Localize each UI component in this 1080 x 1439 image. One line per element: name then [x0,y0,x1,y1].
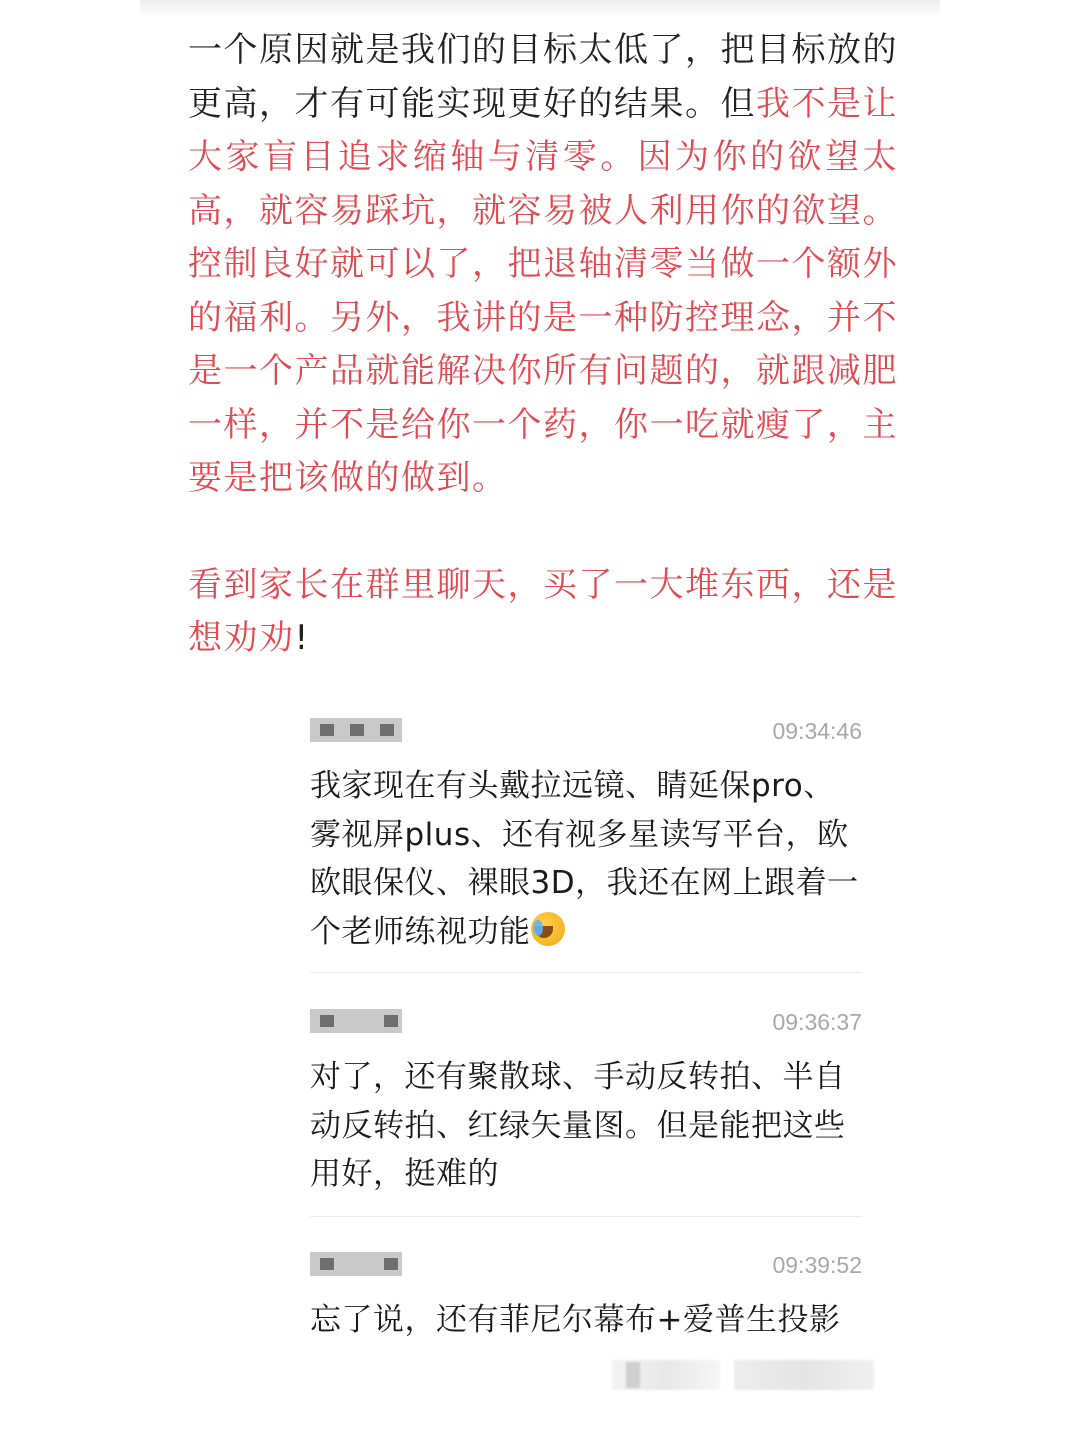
message-divider [310,1216,862,1217]
redacted-sender-name [310,1252,402,1276]
message-timestamp: 09:36:37 [772,1009,862,1035]
chat-message [310,1007,862,1199]
blurred-overlay [612,1360,720,1390]
article-body [188,24,898,666]
article-exclamation: ! [294,618,310,658]
laughing-crying-emoji-icon [531,912,565,946]
redacted-sender-name [310,718,402,742]
message-text: 对了，还有聚散球、手动反转拍、半自动反转拍、红绿矢量图。但是能把这些用好，挺难的 [310,1059,846,1192]
message-text [310,762,862,956]
article-paragraph [188,24,898,506]
chat-message-header [310,1007,862,1037]
message-timestamp: 09:34:46 [772,718,862,744]
chat-message [310,716,862,956]
chat-message-header [310,716,862,746]
blurred-overlay [734,1360,874,1390]
chat-message-header [310,1250,862,1280]
message-text: 忘了说，还有菲尼尔幕布+爱普生投影 [310,1302,841,1338]
article-highlight-text: 我不是让大家盲目追求缩轴与清零。因为你的欲望太高，就容易踩坑，就容易被人利用你的欲望。控制良好就可以了，把退轴清零当做一个额外的福利。另外，我讲的是一种防控理念，并不是一个产品就能解决你所有问题的，就跟减肥一样，并不是给你一个药，你一吃就瘦了，主要是把该做的做到。 [188,83,898,498]
message-text-content: 我家现在有头戴拉远镜、睛延保pro、雾视屏plus、还有视多星读写平台，欧欧眼保仪、裸眼3D，我还在网上跟着一个老师练视功能 [310,768,859,950]
redacted-sender-name [310,1009,402,1033]
article-paragraph [188,559,898,666]
message-timestamp: 09:39:52 [772,1252,862,1278]
chat-message [310,1250,862,1345]
article-highlight-text: 看到家长在群里聊天，买了一大堆东西，还是想劝劝 [188,564,898,658]
cropped-text-fade [140,0,940,18]
message-divider [310,972,862,973]
article-text: 一个原因就是我们的目标太低了，把目标放的更高，才有可能实现更好的结果。但 [188,30,898,124]
